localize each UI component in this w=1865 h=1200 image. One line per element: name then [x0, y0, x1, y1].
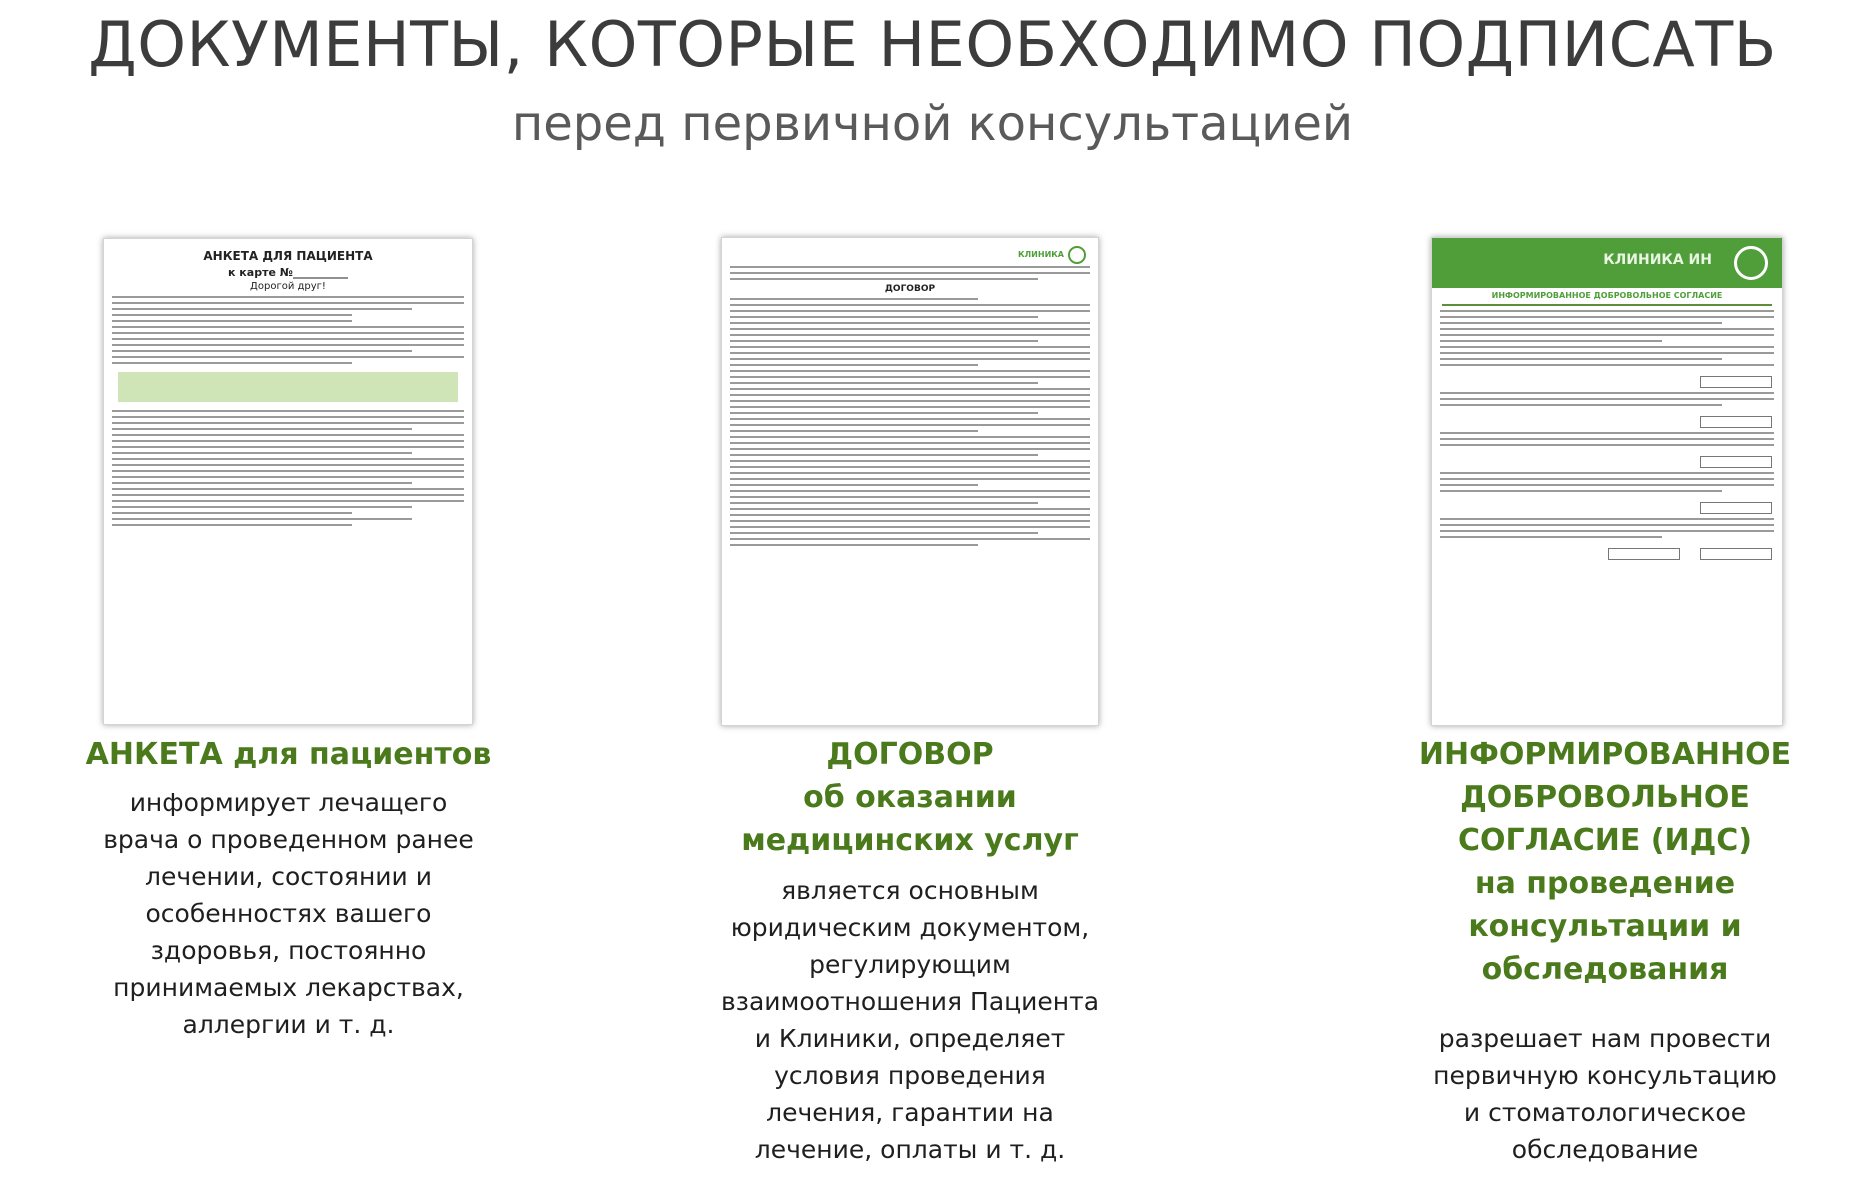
- description-line: лечение, оплаты и т. д.: [754, 1135, 1066, 1164]
- questionnaire-heading: [50, 733, 527, 776]
- contract-heading-line: ДОГОВОР: [826, 737, 994, 772]
- consent-logo-text: КЛИНИКА ИН: [1603, 252, 1712, 268]
- contract-heading-line: об оказании: [803, 780, 1017, 815]
- consent-thumbnail: [1431, 237, 1783, 726]
- description-line: регулирующим: [809, 950, 1011, 979]
- consent-heading-line: ДОБРОВОЛЬНОЕ: [1460, 780, 1750, 815]
- signature-box: [1700, 502, 1772, 514]
- description-line: аллергии и т. д.: [182, 1010, 395, 1039]
- clinic-logo-icon: [1068, 246, 1086, 264]
- consent-heading-line: на проведение: [1474, 866, 1736, 901]
- description-line: условия проведения: [774, 1061, 1046, 1090]
- questionnaire-thumbnail: [103, 238, 473, 725]
- description-line: является основным: [781, 876, 1039, 905]
- description-line: принимаемых лекарствах,: [113, 973, 464, 1002]
- consent-heading-line: ИНФОРМИРОВАННОЕ: [1418, 737, 1792, 772]
- questionnaire-thumb-subtitle: к карте №__________: [228, 266, 348, 279]
- description-line: и Клиники, определяет: [754, 1024, 1066, 1053]
- clinic-logo-icon: [1734, 246, 1768, 280]
- signature-box: [1700, 456, 1772, 468]
- description-line: разрешает нам провести: [1438, 1024, 1772, 1053]
- description-line: обследование: [1511, 1135, 1699, 1164]
- description-line: лечения, гарантии на: [766, 1098, 1054, 1127]
- consent-heading-line: консультации и: [1468, 909, 1742, 944]
- description-line: взаимоотношения Пациента: [720, 987, 1100, 1016]
- page-title: ДОКУМЕНТЫ, КОТОРЫЕ НЕОБХОДИМО ПОДПИСАТЬ: [88, 8, 1777, 81]
- description-line: первичную консультацию: [1433, 1061, 1777, 1090]
- questionnaire-description: [50, 784, 527, 1043]
- description-line: врача о проведенном ранее: [103, 825, 474, 854]
- contract-heading: [680, 733, 1140, 862]
- description-line: информирует лечащего: [129, 788, 448, 817]
- consent-thumb-title: ИНФОРМИРОВАННОЕ ДОБРОВОЛЬНОЕ СОГЛАСИЕ: [1491, 291, 1723, 300]
- contract-heading-line: медицинских услуг: [741, 823, 1079, 858]
- consent-description: [1360, 1020, 1850, 1168]
- questionnaire-highlight-block: [118, 372, 458, 402]
- consent-heading: [1360, 733, 1850, 991]
- signature-box: [1700, 416, 1772, 428]
- contract-description: [680, 872, 1140, 1168]
- description-line: лечении, состоянии и: [145, 862, 432, 891]
- description-line: и стоматологическое: [1463, 1098, 1747, 1127]
- contract-logo-text: КЛИНИКА: [1018, 250, 1064, 259]
- consent-heading-line: обследования: [1481, 952, 1729, 987]
- consent-banner: [1432, 238, 1782, 288]
- description-line: здоровья, постоянно: [150, 936, 427, 965]
- description-line: особенностях вашего: [145, 899, 432, 928]
- contract-thumb-title: ДОГОВОР: [884, 284, 936, 294]
- signature-box: [1608, 548, 1680, 560]
- signature-box: [1700, 376, 1772, 388]
- questionnaire-thumb-title: АНКЕТА ДЛЯ ПАЦИЕНТА: [203, 249, 373, 263]
- consent-heading-line: СОГЛАСИЕ (ИДС): [1457, 823, 1753, 858]
- contract-thumbnail: [721, 237, 1099, 726]
- page-subtitle: перед первичной консультацией: [511, 96, 1354, 152]
- questionnaire-heading-line: АНКЕТА для пациентов: [85, 737, 492, 772]
- description-line: юридическим документом,: [730, 913, 1090, 942]
- questionnaire-thumb-greeting: Дорогой друг!: [250, 281, 326, 292]
- date-box: [1700, 548, 1772, 560]
